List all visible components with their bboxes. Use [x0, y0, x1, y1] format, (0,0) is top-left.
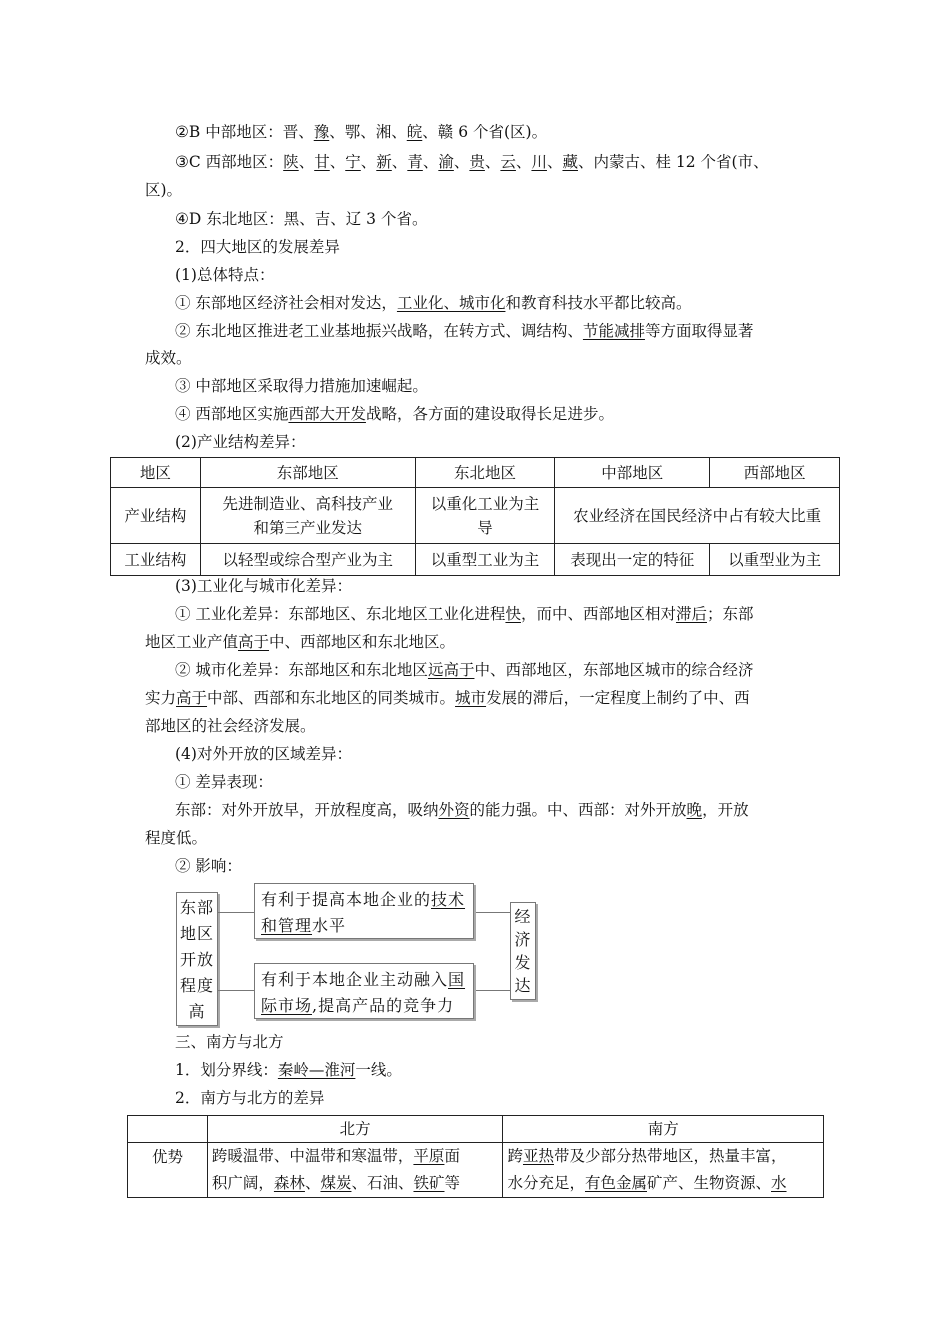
- table-row: [128, 1143, 824, 1198]
- overall-item-4: ④ 西部地区实施西部大开发战略，各方面的建设取得长足进步。: [175, 405, 614, 423]
- row-label: 优势: [128, 1143, 208, 1198]
- opening-heading: (4)对外开放的区域差异：: [175, 745, 352, 763]
- diagram-bottom-box: 有利于本地企业主动融入国 际市场,提高产品的竞争力: [254, 963, 474, 1019]
- central-region-line: ②B 中部地区：晋、豫、鄂、湘、皖、赣 6 个省(区)。: [175, 123, 548, 141]
- header-cell: 中部地区: [555, 458, 710, 488]
- row-label: 产业结构: [111, 488, 201, 544]
- section-2-heading: 2．四大地区的发展差异: [175, 238, 340, 256]
- table-cell: 跨暖温带、中温带和寒温带，平原面 积广阔，森林、煤炭、石油、铁矿等: [207, 1143, 503, 1198]
- table-row: [111, 488, 840, 544]
- connector-line: [218, 990, 254, 991]
- header-cell: [128, 1116, 208, 1143]
- overall-heading: (1)总体特点：: [175, 266, 275, 284]
- overall-item-2: ② 东北地区推进老工业基地振兴战略，在转方式、调结构、节能减排等方面取得显著: [175, 322, 754, 340]
- north-south-heading: 2．南方与北方的差异: [175, 1089, 325, 1107]
- table-header-row: [111, 458, 840, 488]
- table-cell: 表现出一定的特征: [555, 544, 710, 576]
- connector-line: [218, 912, 254, 913]
- western-region-line-cont: 区)。: [145, 181, 183, 199]
- table-cell: 农业经济在国民经济中占有较大比重: [555, 488, 840, 544]
- header-cell: 东北地区: [415, 458, 555, 488]
- northeast-region-line: ④D 东北地区：黑、吉、辽 3 个省。: [175, 210, 428, 228]
- western-region-line: ③C 西部地区：陕、甘、宁、新、青、渝、贵、云、川、藏、内蒙古、桂 12 个省(市、: [175, 153, 769, 171]
- industrialization-diff-cont: 地区工业产值高于中、西部地区和东北地区。: [145, 633, 456, 651]
- header-cell: 北方: [207, 1116, 503, 1143]
- boundary-line: 1．划分界线：秦岭—淮河一线。: [175, 1061, 402, 1079]
- header-cell: 地区: [111, 458, 201, 488]
- industry-structure-table: [110, 457, 840, 576]
- opening-sub-1: ① 差异表现：: [175, 773, 273, 791]
- north-south-table: [127, 1115, 824, 1198]
- section-3-heading: 三、南方与北方: [175, 1033, 284, 1051]
- overall-item-2-cont: 成效。: [145, 349, 192, 367]
- header-cell: 西部地区: [710, 458, 840, 488]
- table-cell: 跨亚热带及少部分热带地区，热量丰富， 水分充足，有色金属矿产、生物资源、水: [503, 1143, 824, 1198]
- connector-line: [476, 912, 510, 913]
- row-label: 工业结构: [111, 544, 201, 576]
- industry-heading: (2)产业结构差异：: [175, 433, 306, 451]
- diagram-right-box: 经 济 发 达: [510, 902, 536, 1000]
- header-cell: 南方: [503, 1116, 824, 1143]
- opening-text: 东部：对外开放早，开放程度高，吸纳外资的能力强。中、西部：对外开放晚，开放: [175, 801, 749, 819]
- table-header-row: [128, 1116, 824, 1143]
- industrialization-diff: ① 工业化差异：东部地区、东北地区工业化进程快，而中、西部地区相对滞后；东部: [175, 605, 754, 623]
- diagram-left-box: 东部 地区 开放 程度 高: [176, 892, 218, 1026]
- table-row: [111, 544, 840, 576]
- table-cell: 以轻型或综合型产业为主: [200, 544, 415, 576]
- table-cell: 以重型工业为主: [415, 544, 555, 576]
- urbanization-diff: ② 城市化差异：东部地区和东北地区远高于中、西部地区，东部地区城市的综合经济: [175, 661, 754, 679]
- table-cell: 以重型业为主: [710, 544, 840, 576]
- header-cell: 东部地区: [200, 458, 415, 488]
- urbanization-diff-cont2: 部地区的社会经济发展。: [145, 717, 316, 735]
- table-cell: 先进制造业、高科技产业 和第三产业发达: [200, 488, 415, 544]
- overall-item-1: ① 东部地区经济社会相对发达，工业化、城市化和教育科技水平都比较高。: [175, 294, 692, 312]
- industrialization-heading: (3)工业化与城市化差异：: [175, 577, 352, 595]
- diagram-top-box: 有利于提高本地企业的技术 和管理水平: [254, 883, 474, 939]
- opening-sub-2: ② 影响：: [175, 857, 242, 875]
- overall-item-3: ③ 中部地区采取得力措施加速崛起。: [175, 377, 428, 395]
- connector-line: [476, 990, 510, 991]
- urbanization-diff-cont: 实力高于中部、西部和东北地区的同类城市。城市发展的滞后，一定程度上制约了中、西: [145, 689, 750, 707]
- table-cell: 以重化工业为主 导: [415, 488, 555, 544]
- opening-text-cont: 程度低。: [145, 829, 208, 847]
